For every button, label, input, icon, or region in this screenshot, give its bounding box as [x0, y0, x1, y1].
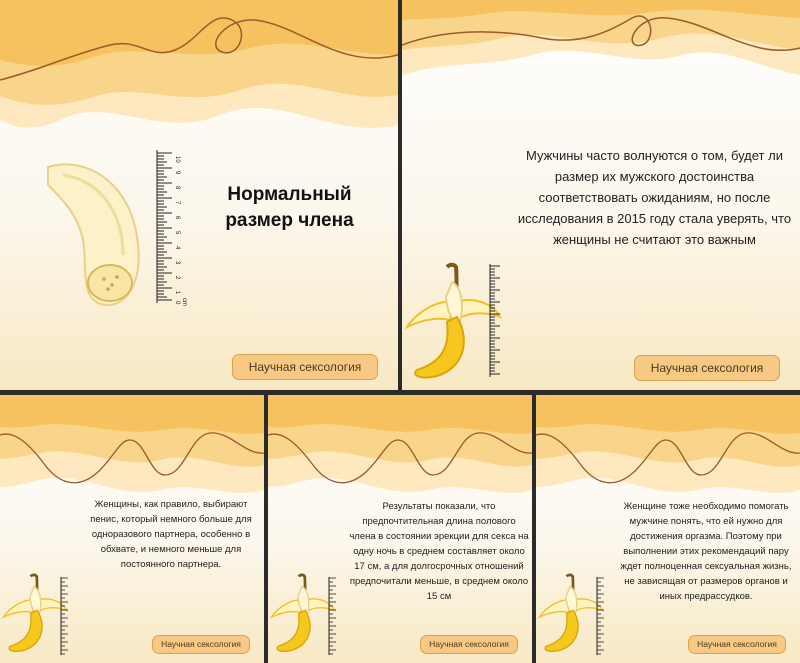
ruler-unit-label: cm: [181, 298, 187, 306]
ruler-icon: [594, 575, 610, 657]
ruler-icon: [486, 262, 514, 380]
brand-badge: Научная сексология: [688, 635, 786, 654]
slide-3: [0, 395, 264, 663]
slide-1: [0, 0, 398, 390]
slide-1-title: Нормальный размер члена: [225, 184, 354, 231]
slide-4: [268, 395, 532, 663]
ruler-tick-7: 7: [174, 201, 180, 205]
ruler-icon: [58, 575, 74, 657]
brand-badge: Научная сексология: [420, 635, 518, 654]
ruler-tick-1: 1: [174, 291, 180, 295]
slide-2: [402, 0, 800, 390]
ruler-tick-6: 6: [174, 216, 180, 220]
slide-3-text: Женщины, как правило, выбирают пенис, который немного больше для одноразового партнера, особенно в обхвате, и немного меньше для постоянного партнера.: [90, 499, 252, 570]
ruler-icon: [152, 148, 192, 308]
ruler-tick-4: 4: [174, 246, 180, 250]
brand-badge: Научная сексология: [152, 635, 250, 654]
brand-badge: Научная сексология: [232, 354, 378, 380]
ruler-tick-3: 3: [174, 261, 180, 265]
ruler-icon: [326, 575, 342, 657]
ruler-tick-8: 8: [174, 186, 180, 190]
slide-5-text: Женщине тоже необходимо помогать мужчине понять, что ей нужно для достижения оргазма. Поэтому при выполнении этих рекомендаций пару ждет полноценная сексуальная жизнь, не зависящая от размеров органов и иных предрассудков.: [620, 501, 792, 602]
ruler-tick-0: 0: [174, 301, 180, 305]
ruler-tick-2: 2: [174, 276, 180, 280]
peeled-banana-illustration: [38, 155, 153, 310]
slide-4-text: Результаты показали, что предпочтительная длина полового члена в состоянии эрекции для секса на одну ночь в среднем составляет около 17 см, а для долгосрочных отношений предпочитали меньше, в среднем около 15 см: [349, 501, 529, 602]
ruler-tick-5: 5: [174, 231, 180, 235]
brand-badge: Научная сексология: [634, 355, 780, 381]
ruler-tick-9: 9: [174, 171, 180, 175]
slide-2-text: Мужчины часто волнуются о том, будет ли размер их мужского достоинства соответствовать ожиданиям, но после исследования в 2015 году стала уверять, что женщины не считают это важным: [517, 148, 792, 247]
slide-5: [536, 395, 800, 663]
ruler-tick-10: 10: [174, 156, 180, 163]
